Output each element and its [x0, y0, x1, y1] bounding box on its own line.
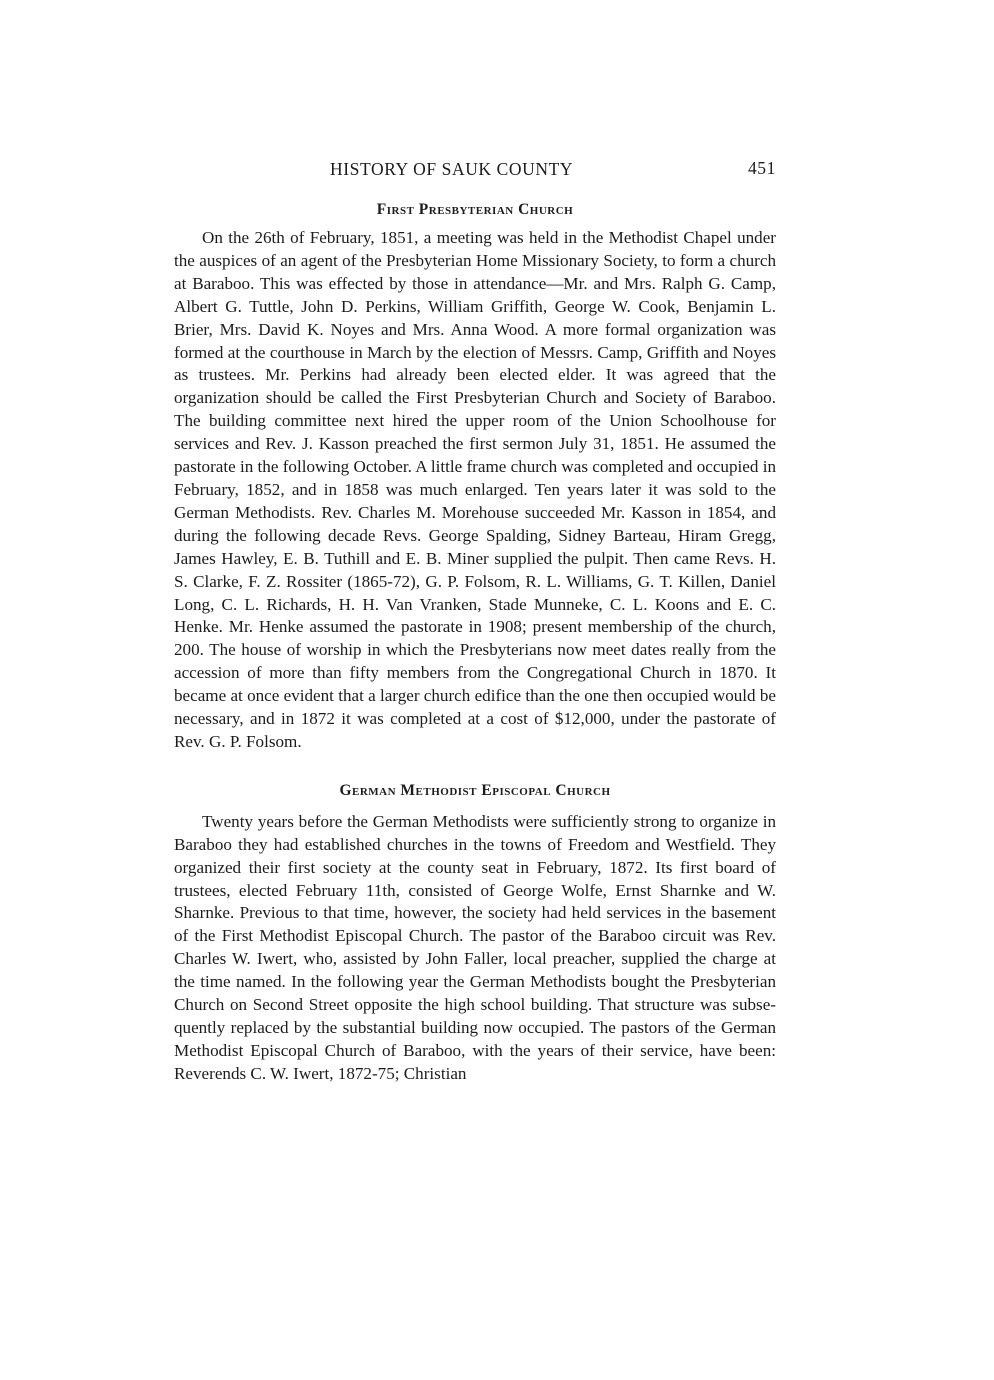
book-page — [174, 155, 776, 1086]
running-title: HISTORY OF SAUK COUNTY — [330, 159, 574, 179]
page-number: 451 — [747, 158, 776, 178]
section-heading-first-presbyterian-church: First Presbyterian Church — [376, 201, 574, 218]
running-head — [174, 155, 776, 185]
paragraph-german-methodist-episcopal-church: Twenty years before the German Methodists were sufficiently strong to organize in Baraboo they had established churches in the towns of Freedom and Westfield. They organized their first society at the county seat in February, 1872. Its first board of trustees, elected February 11th, consisted of George Wolfe, Ernst Sharnke and W. Sharnke. Previous to that time, however, the society had held services in the basement of the First Methodist Episcopal Church. The pastor of the Baraboo circuit was Rev. Charles W. Iwert, who, assisted by John Faller, local preacher, supplied the charge at the time named. In the following year the German Methodists bought the Presbyterian Church on Second Street opposite the high school building. That structure was subsequently replaced by the substantial building now occupied. The pastors of the German Methodist Episcopal Church of Baraboo, with the years of their service, have been: Reverends C. W. Iwert, 1872-75; Christian — [174, 811, 776, 1083]
paragraph-first-presbyterian-church: On the 26th of February, 1851, a meeting was held in the Methodist Chapel under the auspices of an agent of the Presbyterian Home Missionary Society, to form a church at Baraboo. This was effected by those in attendance—Mr. and Mrs. Ralph G. Camp, Albert G. Tuttle, John D. Perkins, William Griffith, George W. Cook, Benjamin L. Brier, Mrs. David K. Noyes and Mrs. Anna Wood. A more formal organization was formed at the courthouse in March by the election of Messrs. Camp, Griffith and Noyes as trustees. Mr. Perkins had already been elected elder. It was agreed that the organization should be called the First Presbyterian Church and Society of Baraboo. The building committee next hired the upper room of the Union Schoolhouse for services and Rev. J. Kasson preached the first sermon July 31, 1851. He assumed the pastorate in the following October. A little frame church was completed and occupied in February, 1852, and in 1858 was much enlarged. Ten years later it was sold to the German Methodists. Rev. Charles M. Morehouse succeeded Mr. Kasson in 1854, and during the following decade Revs. George Spalding, Sidney Barteau, Hiram Gregg, James Hawley, E. B. Tuthill and E. B. Miner supplied the pulpit. Then came Revs. H. S. Clarke, F. Z. Rossiter (1865-72), G. P. Folsom, R. L. Williams, G. T. Killen, Daniel Long, C. L. Richards, H. H. Van Vranken, Stade Munneke, C. L. Koons and E. C. Henke. Mr. Henke assumed the pastorate in 1908; present membership of the church, 200. The house of worship in which the Presbyterians now meet dates really from the accession of more than fifty members from the Congregational Church in 1870. It became at once evident that a larger church edifice than the one then occupied would be necessary, and in 1872 it was completed at a cost of $12,000, under the pastorate of Rev. G. P. Folsom. — [174, 228, 776, 751]
section-heading-german-methodist-episcopal-church: German Methodist Episcopal Church — [339, 781, 611, 799]
